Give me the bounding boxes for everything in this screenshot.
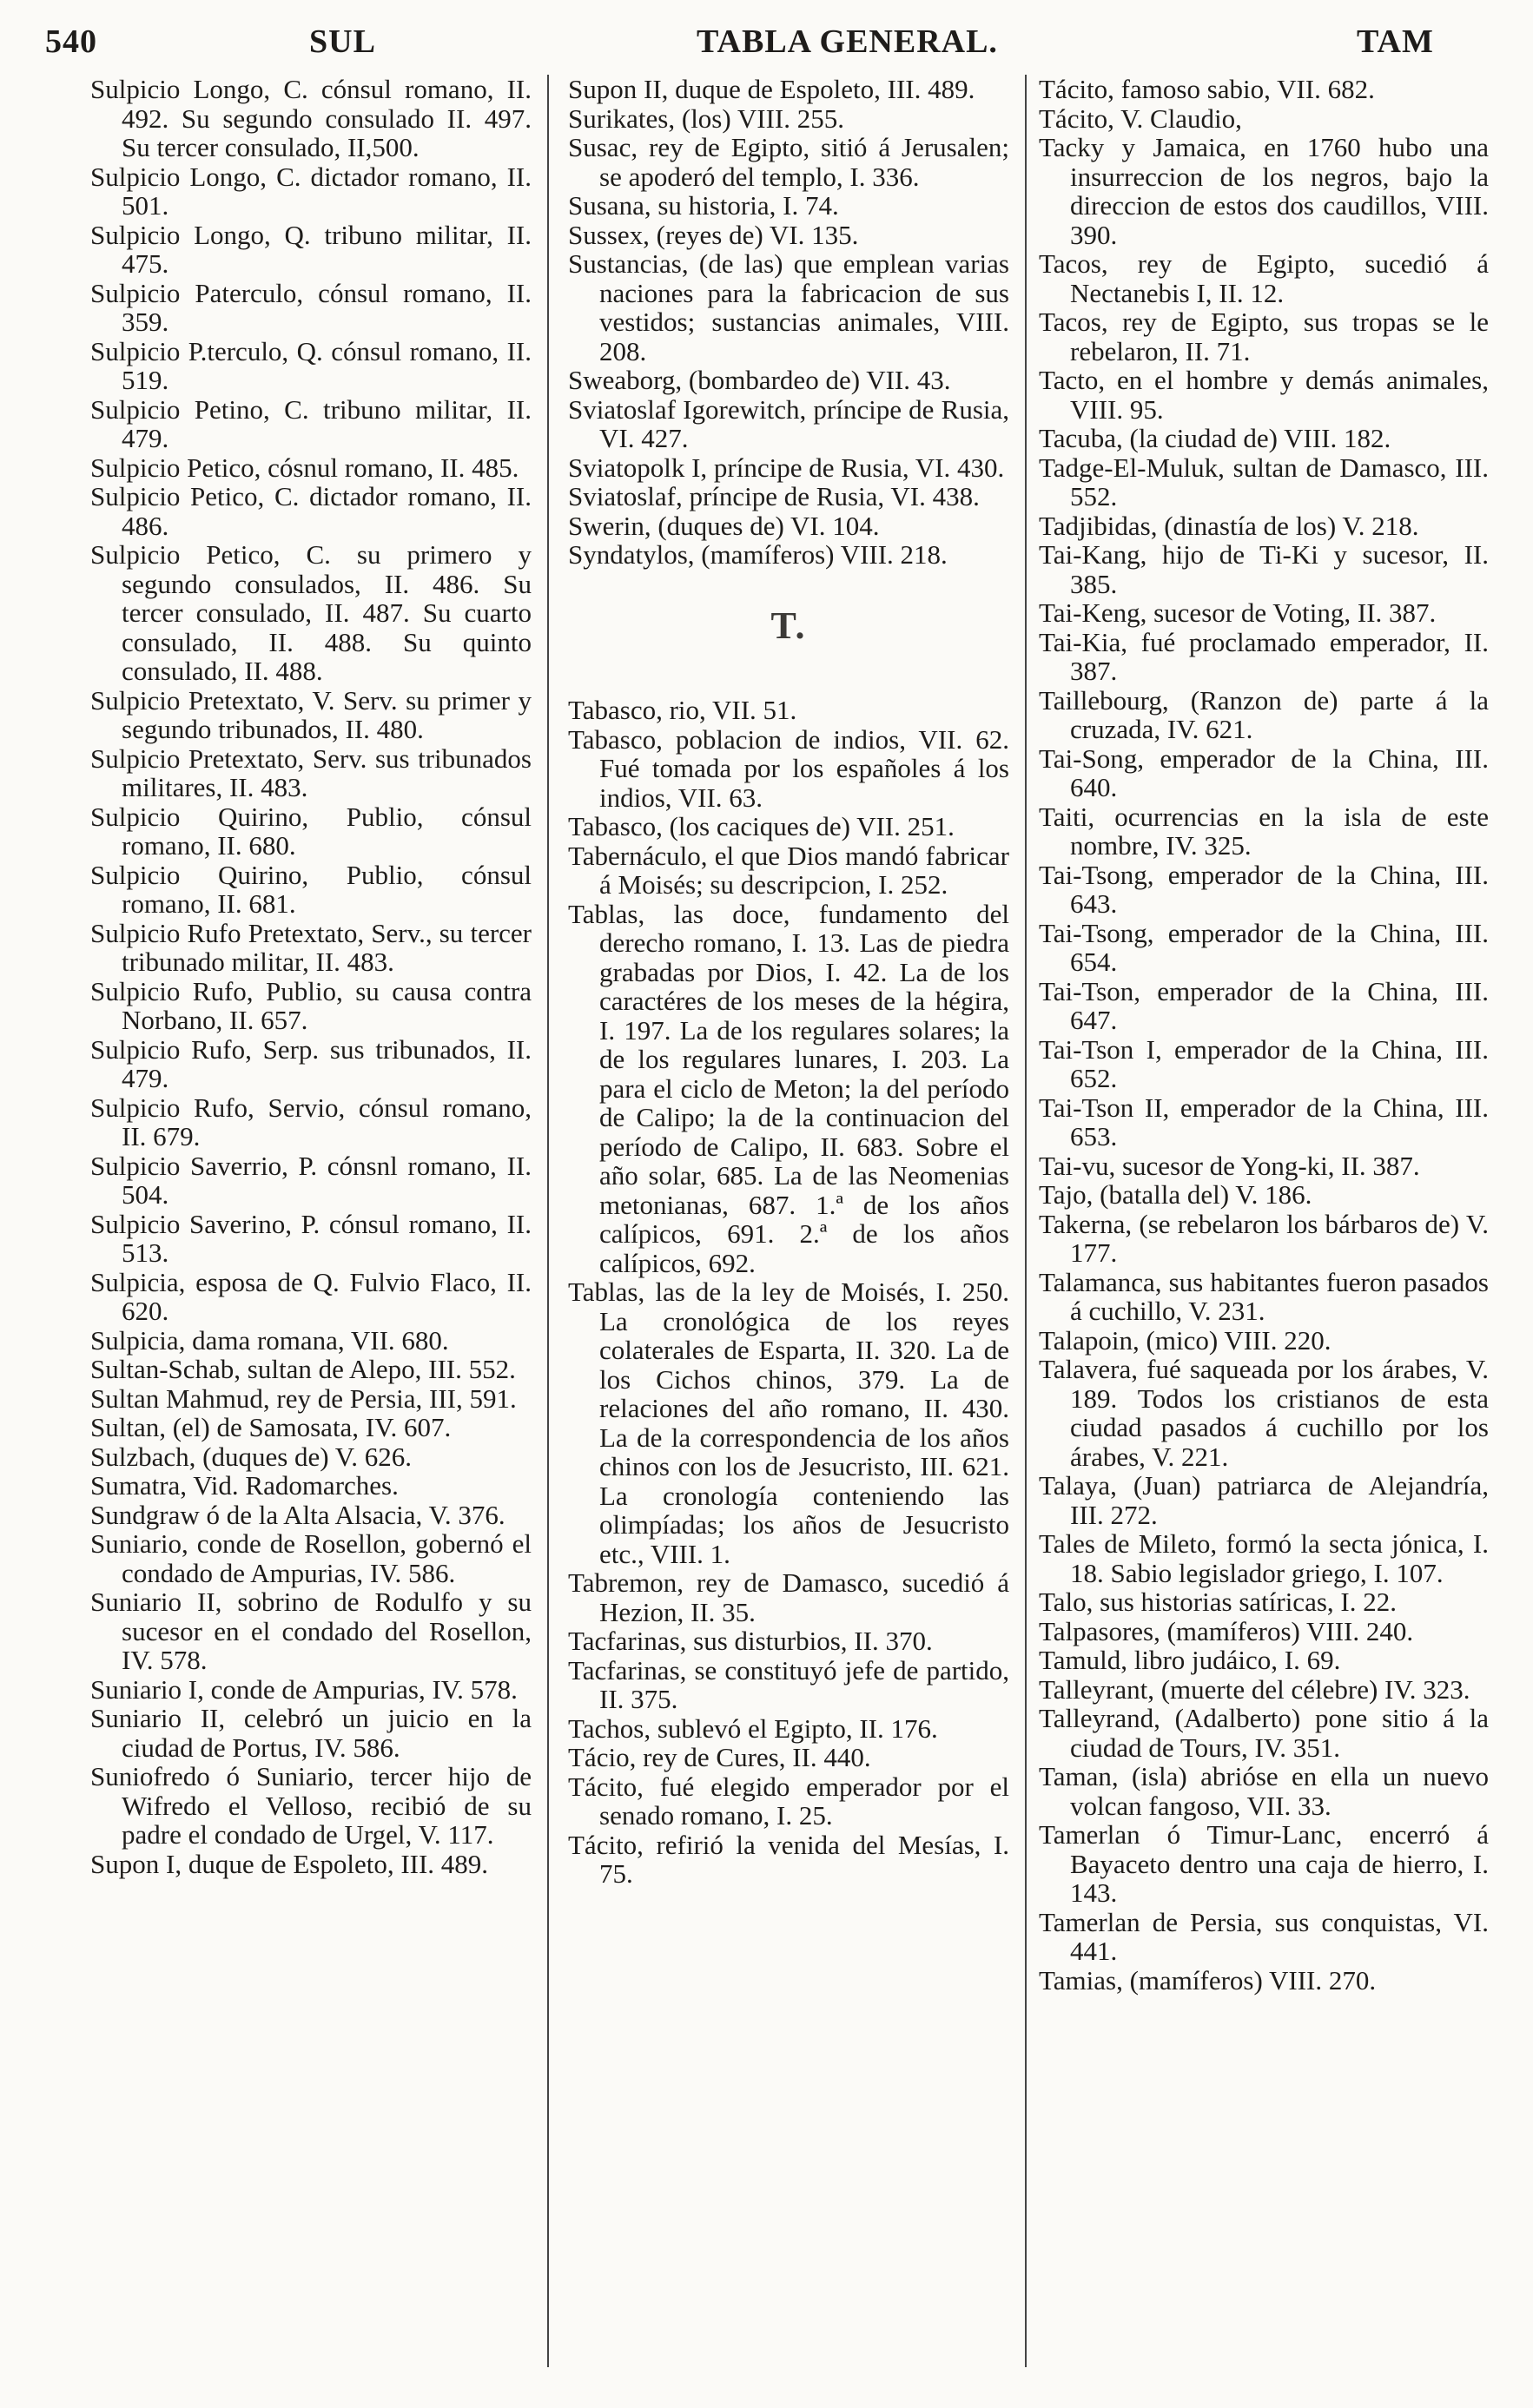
index-entry: Sviatopolk I, príncipe de Rusia, VI. 430. [568,452,1005,483]
header-left-word: SUL [309,23,376,60]
index-entry: Tai-Kang, hijo de Ti-Ki y sucesor, II. 385. [1039,539,1489,599]
index-entry: Tabernáculo, el que Dios mandó fabricar á Moisés; su descripcion, I. 252. [568,840,1009,900]
index-entry: Sulzbach, (duques de) V. 626. [90,1441,412,1472]
index-column-1 [90,75,532,2367]
index-entry: Sulpicio Longo, C. dictador romano, II. 501. [90,161,532,221]
index-entry: Tadge-El-Muluk, sultan de Damasco, III. 552. [1039,452,1489,511]
index-entry: Sulpicio Petico, C. dictador romano, II. 486. [90,481,532,541]
index-entry: Talpasores, (mamíferos) VIII. 240. [1039,1615,1414,1646]
index-entry: Tachos, sublevó el Egipto, II. 176. [568,1712,938,1744]
index-entry: Tácito, fué elegido emperador por el senado romano, I. 25. [568,1771,1009,1831]
index-entry: Tabasco, (los caciques de) VII. 251. [568,811,955,841]
index-entry: Susana, su historia, I. 74. [568,190,839,221]
index-entry: Sulpicio Pretextato, Serv. sus tribunados militares, II. 483. [90,742,532,802]
index-entry: Sulpicio Petico, cósnul romano, II. 485. [90,452,519,483]
index-entry: Tamias, (mamíferos) VIII. 270. [1039,1964,1377,1996]
index-entry: Sultan, (el) de Samosata, IV. 607. [90,1412,452,1442]
index-entry: Tamuld, libro judáico, I. 69. [1039,1645,1341,1675]
index-entry: Tacfarinas, sus disturbios, II. 370. [568,1626,933,1656]
index-entry: Suniario, conde de Rosellon, gobernó el condado de Ampurias, IV. 586. [90,1528,532,1588]
index-entry: Suniofredo ó Suniario, tercer hijo de Wifredo el Velloso, recibió de su padre el condado de Urgel, V. 117. [90,1761,532,1850]
index-entry: Tales de Mileto, formó la secta jónica, I. 18. Sabio legislador griego, I. 107. [1039,1528,1489,1588]
page-title: TABLA GENERAL. [697,23,998,60]
index-entry: Tai-Tson, emperador de la China, III. 647. [1039,975,1489,1035]
column-divider [547,75,549,2367]
index-entry: Tacky y Jamaica, en 1760 hubo una insurreccion de los negros, bajo la direccion de estos dos caudillos, VIII. 390. [1039,132,1489,250]
index-entry: Sweaborg, (bombardeo de) VII. 43. [568,365,951,395]
header-right-word: TAM [1357,23,1434,60]
index-entry: Sulpicio Petino, C. tribuno militar, II. 479. [90,393,532,453]
index-entry: Tai-Tsong, emperador de la China, III. 643. [1039,859,1489,919]
index-entry: Supon I, duque de Espoleto, III. 489. [90,1848,489,1879]
index-entry: Tacos, rey de Egipto, sus tropas se le rebelaron, II. 71. [1039,307,1489,366]
index-entry: Tai-Kia, fué proclamado emperador, II. 387. [1039,626,1489,686]
index-entry: Sumatra, Vid. Radomarches. [90,1470,399,1501]
index-entry: Sulpicia, dama romana, VII. 680. [90,1324,449,1356]
index-entry: Tácio, rey de Cures, II. 440. [568,1742,871,1772]
index-entry: Taman, (isla) abrióse en ella un nuevo volcan fangoso, VII. 33. [1039,1761,1489,1821]
index-column-3 [1039,75,1489,2367]
index-entry: Sulpicio Rufo, Publio, su causa contra Norbano, II. 657. [90,975,532,1035]
index-entry: Tacos, rey de Egipto, sucedió á Nectanebis I, II. 12. [1039,248,1489,308]
index-entry: Talo, sus historias satíricas, I. 22. [1039,1587,1397,1617]
index-entry: Talavera, fué saqueada por los árabes, V. 189. Todos los cristianos de esta ciudad pasados á cuchillo por los árabes, V. 221. [1039,1354,1489,1472]
index-entry: Sultan Mahmud, rey de Persia, III, 591. [90,1382,517,1414]
index-entry: Sulpicio P.terculo, Q. cónsul romano, II. 519. [90,335,532,395]
index-entry: Tácito, V. Claudio, [1039,102,1242,134]
index-entry: Tai-Tsong, emperador de la China, III. 654. [1039,917,1489,977]
index-entry: Tamerlan de Persia, sus conquistas, VI. 441. [1039,1906,1489,1966]
index-entry: Tácito, famoso sabio, VII. 682. [1039,75,1375,104]
index-entry: Tajo, (batalla del) V. 186. [1039,1179,1312,1210]
index-entry: Sulpicio Saverino, P. cónsul romano, II. 513. [90,1208,532,1268]
index-entry: Sundgraw ó de la Alta Alsacia, V. 376. [90,1499,505,1530]
index-entry: Sulpicio Longo, Q. tribuno militar, II. 475. [90,219,532,279]
index-entry: Tai-Tson II, emperador de la China, III. 653. [1039,1092,1489,1151]
index-entry: Takerna, (se rebelaron los bárbaros de) V. 177. [1039,1208,1489,1268]
section-letter: T. [770,604,807,647]
index-entry: Sustancias, (de las) que emplean varias naciones para la fabricacion de sus vestidos; sustancias animales, VIII. 208. [568,248,1009,366]
index-entry: Sviatoslaf, príncipe de Rusia, VI. 438. [568,481,980,511]
index-entry: Sulpicio Quirino, Publio, cónsul romano, II. 680. [90,801,532,861]
index-column-2-lower [568,696,1009,1889]
index-column-2-upper [568,75,1009,570]
index-entry: Tabremon, rey de Damasco, sucedió á Hezion, II. 35. [568,1567,1009,1627]
index-entry: Swerin, (duques de) VI. 104. [568,510,880,541]
index-entry: Sulpicio Rufo, Servio, cónsul romano, II. 679. [90,1092,532,1151]
index-entry: Sussex, (reyes de) VI. 135. [568,219,859,250]
index-entry: Tabasco, rio, VII. 51. [568,695,797,725]
index-entry: Tablas, las doce, fundamento del derecho romano, I. 13. Las de piedra grabadas por Dios, I. 42. La de los caractéres de los meses de la hégira, I. 197. La de los regulares solares; la de los regulares lunares, I. 203. La para el ciclo de Meton; la del período de Calipo; la de la continuacion del período de Calipo, II. 683. Sobre el año solar, 685. La de las Neomenias metonianas, 687. 1.ª de los años calípicos, 691. 2.ª de los años calípicos, 692. [568,898,1009,1278]
index-entry: Tai-Tson I, emperador de la China, III. 652. [1039,1033,1489,1093]
page-number: 540 [45,23,97,60]
index-entry: Supon II, duque de Espoleto, III. 489. [568,75,975,104]
index-entry: Sulpicio Rufo Pretextato, Serv., su tercer tribunado militar, II. 483. [90,917,532,977]
index-entry: Sulpicio Longo, C. cónsul romano, II. 492. Su segundo consulado II. 497. Su tercer consulado, II,500. [90,75,532,162]
index-entry: Sulpicio Saverrio, P. cónsnl romano, II. 504. [90,1150,532,1210]
index-entry: Talamanca, sus habitantes fueron pasados á cuchillo, V. 231. [1039,1266,1489,1326]
index-entry: Sultan-Schab, sultan de Alepo, III. 552. [90,1354,516,1384]
index-entry: Sulpicio Pretextato, V. Serv. su primer y segundo tribunados, II. 480. [90,684,532,744]
index-entry: Tai-Song, emperador de la China, III. 640. [1039,742,1489,802]
index-entry: Sulpicio Quirino, Publio, cónsul romano, II. 681. [90,859,532,919]
index-entry: Sulpicio Paterculo, cónsul romano, II. 359. [90,277,532,337]
index-entry: Syndatylos, (mamíferos) VIII. 218. [568,539,948,570]
index-entry: Talaya, (Juan) patriarca de Alejandría, III. 272. [1039,1470,1489,1530]
index-entry: Tacuba, (la ciudad de) VIII. 182. [1039,423,1391,453]
column-divider [1025,75,1027,2367]
index-entry: Tai-Keng, sucesor de Voting, II. 387. [1039,597,1437,628]
index-entry: Surikates, (los) VIII. 255. [568,102,844,134]
index-entry: Tacfarinas, se constituyó jefe de partido, II. 375. [568,1654,1009,1714]
index-entry: Tamerlan ó Timur-Lanc, encerró á Bayaceto dentro una caja de hierro, I. 143. [1039,1819,1489,1908]
index-entry: Talleyrand, (Adalberto) pone sitio á la ciudad de Tours, IV. 351. [1039,1703,1489,1763]
index-entry: Talleyrant, (muerte del célebre) IV. 323. [1039,1673,1470,1705]
index-entry: Tadjibidas, (dinastía de los) V. 218. [1039,510,1419,541]
page-header [0,0,1533,61]
index-entry: Tacto, en el hombre y demás animales, VIII. 95. [1039,365,1489,425]
index-entry: Taillebourg, (Ranzon de) parte á la cruzada, IV. 621. [1039,684,1489,744]
index-entry: Sviatoslaf Igorewitch, príncipe de Rusia, VI. 427. [568,393,1009,453]
index-entry: Susac, rey de Egipto, sitió á Jerusalen; se apoderó del templo, I. 336. [568,132,1009,192]
index-entry: Sulpicio Petico, C. su primero y segundo consulados, II. 486. Su tercer consulado, II. 487. Su cuarto consulado, II. 488. Su quinto consulado, II. 488. [90,539,532,686]
index-entry: Tablas, las de la ley de Moisés, I. 250. La cronológica de los reyes colaterales de Esparta, II. 320. La de los Cichos chinos, 379. La de relaciones del año romano, II. 430. La de la correspondencia de los años chinos con los de Jesucristo, III. 621. La cronología conteniendo las olimpíadas; los años de Jesucristo etc., VIII. 1. [568,1277,1009,1569]
index-entry: Tabasco, poblacion de indios, VII. 62. Fué tomada por los españoles á los indios, VII. 63. [568,723,1009,813]
index-column-2 [568,75,1009,2367]
index-entry: Suniario I, conde de Ampurias, IV. 578. [90,1673,518,1705]
index-entry: Taiti, ocurrencias en la isla de este nombre, IV. 325. [1039,801,1489,861]
index-entry: Suniario II, sobrino de Rodulfo y su sucesor en el condado del Rosellon, IV. 578. [90,1587,532,1675]
index-entry: Tácito, refirió la venida del Mesías, I. 75. [568,1829,1009,1889]
index-entry: Sulpicio Rufo, Serp. sus tribunados, II. 479. [90,1033,532,1093]
index-entry: Talapoin, (mico) VIII. 220. [1039,1324,1331,1356]
index-entry: Sulpicia, esposa de Q. Fulvio Flaco, II. 620. [90,1266,532,1326]
index-entry: Tai-vu, sucesor de Yong-ki, II. 387. [1039,1150,1420,1181]
index-entry: Suniario II, celebró un juicio en la ciudad de Portus, IV. 586. [90,1703,532,1763]
